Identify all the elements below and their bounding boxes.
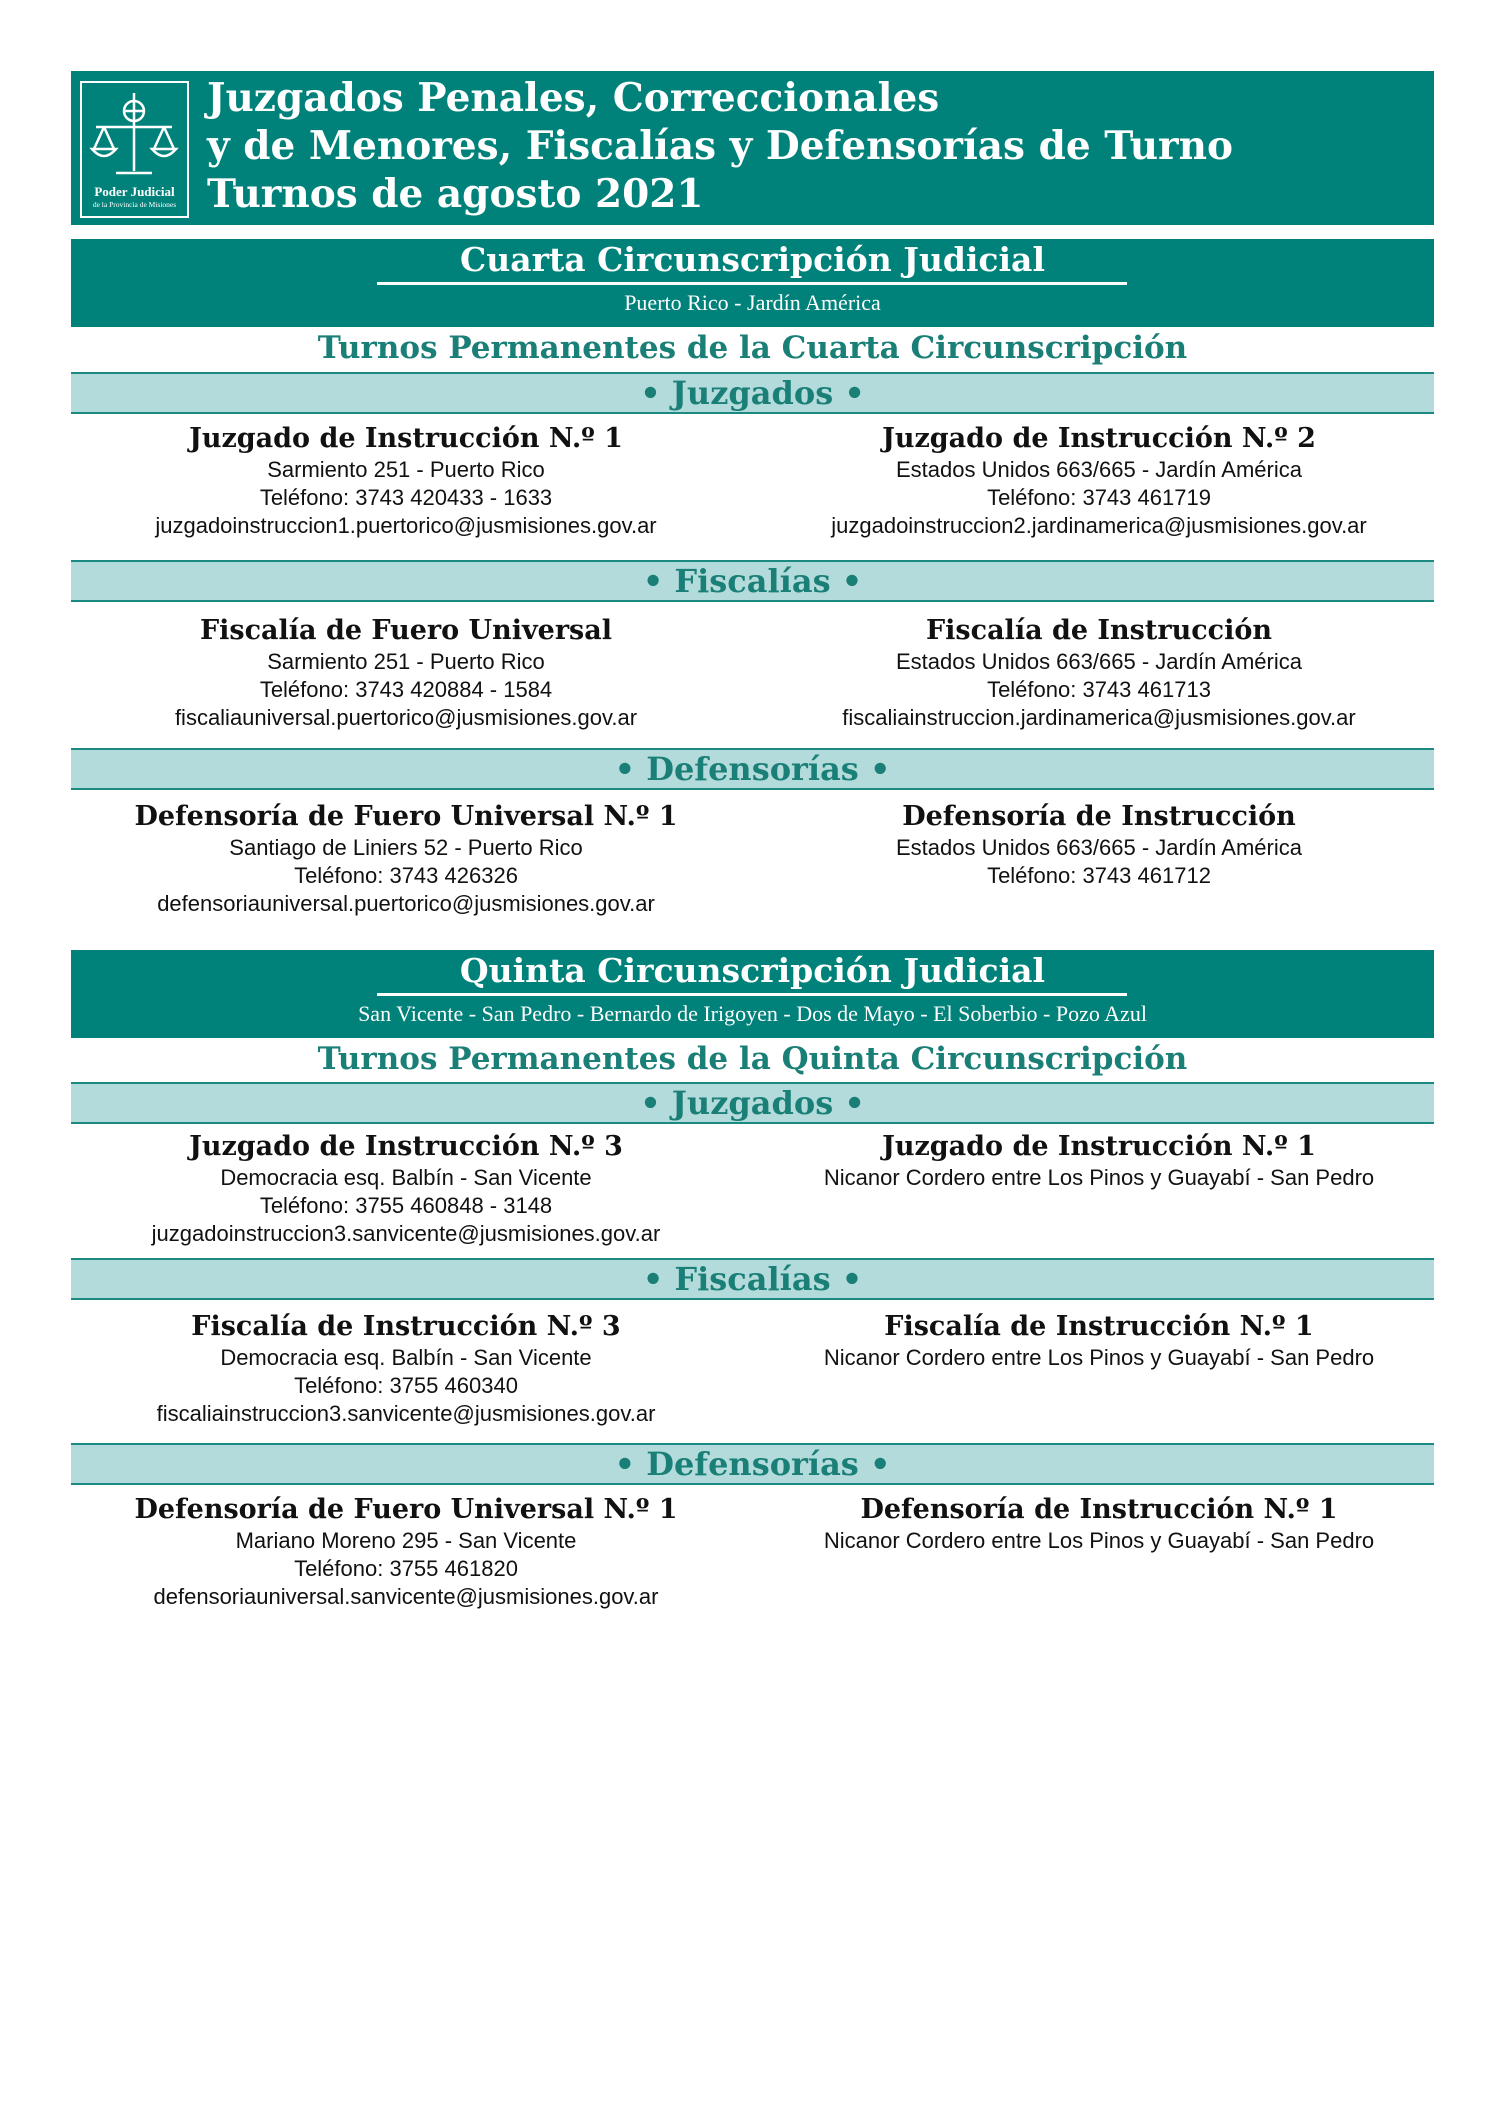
circunscripcion-title: Quinta Circunscripción Judicial <box>459 951 1046 990</box>
circunscripcion-places: San Vicente - San Pedro - Bernardo de Irigoyen - Dos de Mayo - El Soberbio - Pozo Azul <box>358 1001 1147 1026</box>
office-phone: Teléfono: 3755 461820 <box>294 1556 518 1581</box>
office-name: Juzgado de Instrucción N.º 2 <box>882 423 1316 454</box>
office-name: Defensoría de Instrucción N.º 1 <box>860 1494 1338 1525</box>
office-phone: Teléfono: 3755 460848 - 3148 <box>259 1193 553 1218</box>
office-address: Mariano Moreno 295 - San Vicente <box>235 1528 577 1553</box>
office-entry <box>56 1493 756 1611</box>
office-address: Sarmiento 251 - Puerto Rico <box>267 649 545 674</box>
office-entry <box>56 1130 756 1248</box>
office-address: Democracia esq. Balbín - San Vicente <box>220 1165 592 1190</box>
office-name: Juzgado de Instrucción N.º 1 <box>189 423 623 454</box>
title-line: y de Menores, Fiscalías y Defensorías de Turno <box>207 123 1233 169</box>
office-entry <box>749 800 1449 890</box>
office-name: Fiscalía de Instrucción <box>926 615 1272 646</box>
office-name: Juzgado de Instrucción N.º 3 <box>189 1131 623 1162</box>
title-line: Turnos de agosto 2021 <box>207 171 704 217</box>
category-fiscalias: • Fiscalías • <box>71 1258 1434 1300</box>
permanent-turns-title: Turnos Permanentes de la Cuarta Circunscripción <box>317 330 1188 366</box>
scales-of-justice-icon <box>82 83 187 183</box>
office-address: Democracia esq. Balbín - San Vicente <box>220 1345 592 1370</box>
office-phone: Teléfono: 3743 420884 - 1584 <box>259 677 553 702</box>
office-entry <box>749 1130 1449 1192</box>
office-email: defensoriauniversal.sanvicente@jusmisiones.gov.ar <box>153 1584 659 1609</box>
office-entry <box>56 800 756 918</box>
office-name: Fiscalía de Instrucción N.º 1 <box>884 1311 1314 1342</box>
title-underline <box>377 993 1127 996</box>
office-name: Juzgado de Instrucción N.º 1 <box>882 1131 1316 1162</box>
office-name: Defensoría de Fuero Universal N.º 1 <box>134 801 678 832</box>
office-entry <box>749 422 1449 540</box>
office-entry <box>749 1310 1449 1372</box>
office-name: Fiscalía de Instrucción N.º 3 <box>191 1311 621 1342</box>
office-phone: Teléfono: 3743 426326 <box>294 863 518 888</box>
office-address: Estados Unidos 663/665 - Jardín América <box>895 457 1302 482</box>
office-phone: Teléfono: 3743 420433 - 1633 <box>259 485 553 510</box>
office-email: fiscaliauniversal.puertorico@jusmisiones.gov.ar <box>174 705 638 730</box>
category-fiscalias: • Fiscalías • <box>71 560 1434 602</box>
category-defensorias: • Defensorías • <box>71 748 1434 790</box>
office-address: Nicanor Cordero entre Los Pinos y Guayabí - San Pedro <box>823 1345 1375 1370</box>
category-juzgados: • Juzgados • <box>71 372 1434 414</box>
office-entry <box>56 1310 756 1428</box>
title-underline <box>377 282 1127 285</box>
category-juzgados: • Juzgados • <box>71 1082 1434 1124</box>
office-email: defensoriauniversal.puertorico@jusmisiones.gov.ar <box>157 891 655 916</box>
office-entry <box>56 422 756 540</box>
circunscripcion-header <box>71 239 1434 327</box>
office-phone: Teléfono: 3755 460340 <box>294 1373 518 1398</box>
category-defensorias: • Defensorías • <box>71 1443 1434 1485</box>
circunscripcion-header <box>71 950 1434 1038</box>
page-title <box>207 74 1233 218</box>
office-phone: Teléfono: 3743 461712 <box>987 863 1211 888</box>
office-email: juzgadoinstruccion2.jardinamerica@jusmisiones.gov.ar <box>831 513 1367 538</box>
poder-judicial-logo <box>80 81 189 218</box>
office-address: Estados Unidos 663/665 - Jardín América <box>895 835 1302 860</box>
office-entry <box>56 614 756 732</box>
office-phone: Teléfono: 3743 461719 <box>987 485 1211 510</box>
office-phone: Teléfono: 3743 461713 <box>987 677 1211 702</box>
office-name: Defensoría de Instrucción <box>902 801 1296 832</box>
office-name: Fiscalía de Fuero Universal <box>199 615 613 646</box>
office-email: fiscaliainstruccion.jardinamerica@jusmisiones.gov.ar <box>842 705 1356 730</box>
office-email: juzgadoinstruccion3.sanvicente@jusmisiones.gov.ar <box>151 1221 661 1246</box>
logo-text: Poder Judicial <box>94 184 175 199</box>
circunscripcion-title: Cuarta Circunscripción Judicial <box>460 240 1045 279</box>
office-email: juzgadoinstruccion1.puertorico@jusmisiones.gov.ar <box>155 513 657 538</box>
office-address: Nicanor Cordero entre Los Pinos y Guayabí - San Pedro <box>823 1528 1375 1553</box>
office-email: fiscaliainstruccion3.sanvicente@jusmisiones.gov.ar <box>156 1401 656 1426</box>
page-header <box>71 71 1434 225</box>
logo-subtext: de la Provincia de Misiones <box>92 200 177 209</box>
office-name: Defensoría de Fuero Universal N.º 1 <box>134 1494 678 1525</box>
office-address: Nicanor Cordero entre Los Pinos y Guayabí - San Pedro <box>823 1165 1375 1190</box>
office-address: Sarmiento 251 - Puerto Rico <box>267 457 545 482</box>
office-address: Santiago de Liniers 52 - Puerto Rico <box>229 835 583 860</box>
permanent-turns-title: Turnos Permanentes de la Quinta Circunscripción <box>317 1041 1188 1077</box>
office-entry <box>749 1493 1449 1555</box>
office-address: Estados Unidos 663/665 - Jardín América <box>895 649 1302 674</box>
circunscripcion-places: Puerto Rico - Jardín América <box>624 290 881 315</box>
title-line: Juzgados Penales, Correccionales <box>207 75 940 121</box>
office-entry <box>749 614 1449 732</box>
